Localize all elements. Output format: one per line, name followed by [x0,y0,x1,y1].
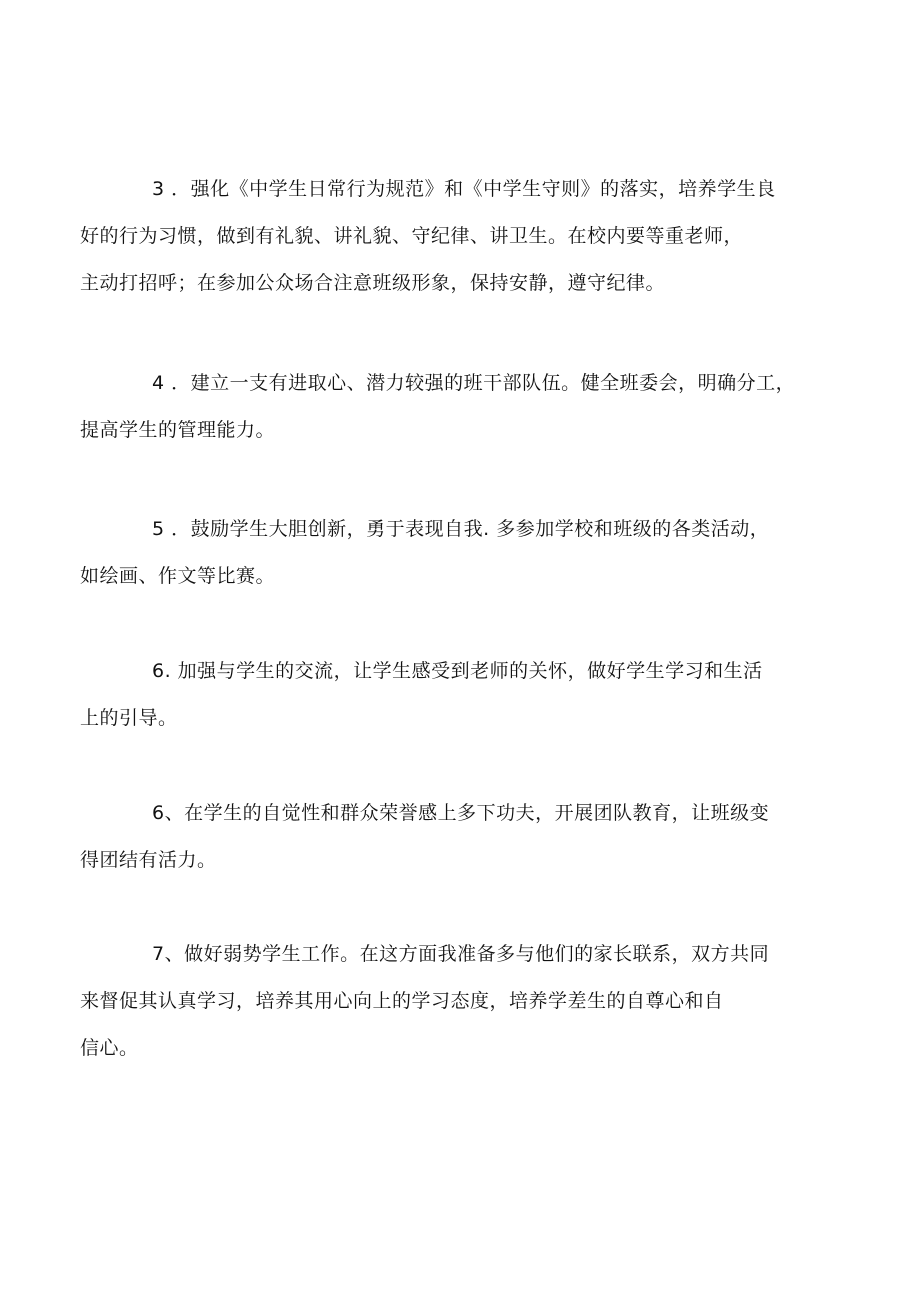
paragraph-line: 3 ．强化《中学生日常行为规范》和《中学生守则》的落实，培养学生良 [152,178,776,200]
paragraph-line: 6. 加强与学生的交流，让学生感受到老师的关怀，做好学生学习和生活 [152,660,763,682]
paragraph-line: 主动打招呼；在参加公众场合注意班级形象，保持安静，遵守纪律。 [80,272,666,294]
paragraph-item-3 [80,166,850,307]
paragraph-line: 上的引导。 [80,707,178,729]
paragraph-line: 5 ．鼓励学生大胆创新，勇于表现自我. 多参加学校和班级的各类活动， [152,518,770,540]
paragraph-item-4 [80,360,850,454]
paragraph-line: 如绘画、作文等比赛。 [80,565,276,587]
paragraph-line: 提高学生的管理能力。 [80,419,276,441]
paragraph-line: 7、做好弱势学生工作。在这方面我准备多与他们的家长联系，双方共同 [152,943,770,965]
paragraph-line: 4 ．建立一支有进取心、潜力较强的班干部队伍。健全班委会，明确分工， [152,372,796,394]
paragraph-item-7 [80,931,850,1072]
paragraph-item-6b [80,790,850,884]
paragraph-line: 好的行为习惯，做到有礼貌、讲礼貌、守纪律、讲卫生。在校内要等重老师， [80,225,744,247]
paragraph-item-6a [80,648,850,742]
paragraph-item-5 [80,506,850,600]
paragraph-line: 来督促其认真学习，培养其用心向上的学习态度，培养学差生的自尊心和自 [80,990,724,1012]
paragraph-line: 信心。 [80,1037,139,1059]
paragraph-line: 得团结有活力。 [80,849,217,871]
paragraph-line: 6、在学生的自觉性和群众荣誉感上多下功夫，开展团队教育，让班级变 [152,802,770,824]
